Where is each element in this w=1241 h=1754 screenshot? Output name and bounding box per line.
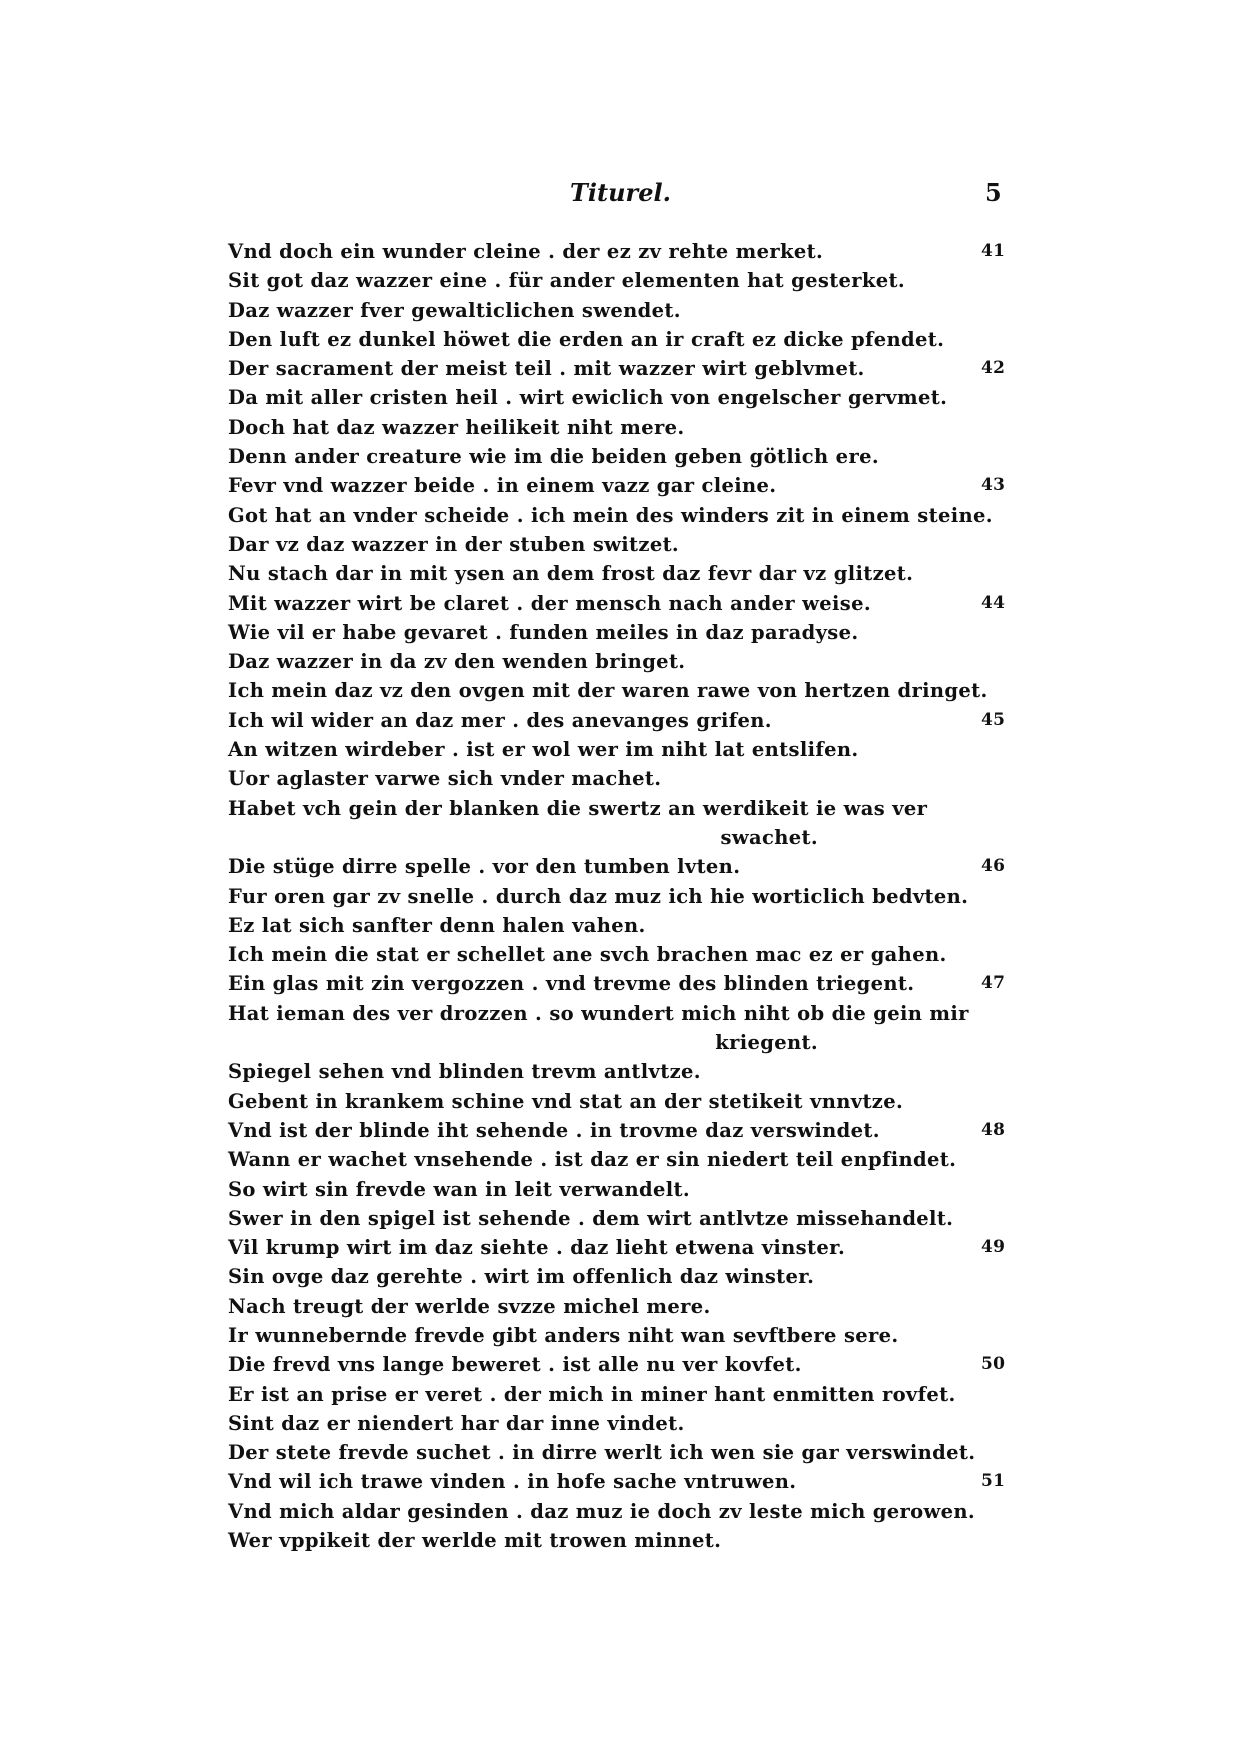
verse-line bbox=[228, 1292, 1008, 1321]
verse-text: Die stüge dirre spelle . vor den tumben lvten. bbox=[228, 855, 741, 879]
verse-line bbox=[228, 1204, 1008, 1233]
verse-line bbox=[228, 1497, 1008, 1526]
strophe-number: 41 bbox=[981, 241, 1006, 261]
verse-line bbox=[228, 1175, 1008, 1204]
verse-text: Wer vppikeit der werlde mit trowen minnet. bbox=[228, 1529, 722, 1553]
verse-text: Vnd wil ich trawe vinden . in hofe sache vntruwen. bbox=[228, 1470, 797, 1494]
verse-line bbox=[228, 559, 1008, 588]
strophe-number: 42 bbox=[981, 358, 1006, 379]
verse-line bbox=[228, 1087, 1008, 1116]
verse-line bbox=[228, 1145, 1008, 1174]
verse-line bbox=[228, 882, 1008, 911]
verse-line bbox=[228, 1409, 1008, 1438]
verse-line bbox=[228, 1526, 1008, 1555]
verse-text: Doch hat daz wazzer heilikeit niht mere. bbox=[228, 415, 685, 439]
verse-line bbox=[228, 999, 1008, 1028]
verse-line bbox=[228, 1321, 1008, 1350]
verse-text: Sin ovge daz gerehte . wirt im offenlich daz winster. bbox=[228, 1265, 815, 1289]
verse-text: Mit wazzer wirt be claret . der mensch nach ander weise. bbox=[228, 591, 871, 615]
verse-text: Wie vil er habe gevaret . funden meiles in daz paradyse. bbox=[228, 620, 859, 644]
verse-text: Die frevd vns lange beweret . ist alle nu ver kovfet. bbox=[228, 1353, 802, 1377]
verse-line bbox=[228, 1116, 1008, 1145]
verse-text: Vnd doch ein wunder cleine . der ez zv rehte merket. bbox=[228, 240, 824, 263]
verse-text: Habet vch gein der blanken die swertz an werdikeit ie was ver bbox=[228, 796, 928, 820]
verse-line bbox=[228, 383, 1008, 412]
verse-text: Wann er wachet vnsehende . ist daz er sin niedert teil enpfindet. bbox=[228, 1148, 957, 1172]
verse-text: kriegent. bbox=[715, 1031, 818, 1055]
strophe-number: 45 bbox=[981, 709, 1006, 730]
verse-line bbox=[228, 1350, 1008, 1379]
verse-text: Denn ander creature wie im die beiden geben götlich ere. bbox=[228, 445, 879, 469]
verse-line bbox=[228, 413, 1008, 442]
verse-text: Ein glas mit zin vergozzen . vnd trevme des blinden triegent. bbox=[228, 972, 915, 996]
verse-line bbox=[228, 969, 1008, 998]
verse-text: Daz wazzer fver gewalticlichen swendet. bbox=[228, 298, 681, 322]
verse-text: Ich mein daz vz den ovgen mit der waren rawe von hertzen dringet. bbox=[228, 679, 988, 703]
verse-line bbox=[228, 325, 1008, 354]
verse-text: swachet. bbox=[720, 825, 818, 849]
verse-line bbox=[228, 852, 1008, 881]
verse-text: Er ist an prise er veret . der mich in miner hant enmitten rovfet. bbox=[228, 1382, 956, 1406]
verse-line bbox=[228, 618, 1008, 647]
verse-line bbox=[228, 764, 1008, 793]
verse-line bbox=[228, 647, 1008, 676]
verse-line bbox=[228, 1262, 1008, 1291]
verse-text: Spiegel sehen vnd blinden trevm antlvtze. bbox=[228, 1060, 701, 1084]
strophe-number: 49 bbox=[981, 1237, 1006, 1258]
verse-line bbox=[228, 442, 1008, 471]
verse-text: Sit got daz wazzer eine . für ander elementen hat gesterket. bbox=[228, 269, 906, 293]
verse-text: Fur oren gar zv snelle . durch daz muz ich hie worticlich bedvten. bbox=[228, 884, 969, 908]
verse-block bbox=[228, 237, 1008, 1555]
strophe-number: 47 bbox=[981, 973, 1006, 994]
verse-text: Der sacrament der meist teil . mit wazzer wirt geblvmet. bbox=[228, 357, 865, 381]
verse-text: Ich mein die stat er schellet ane svch brachen mac ez er gahen. bbox=[228, 943, 947, 967]
verse-text: Da mit aller cristen heil . wirt ewiclich von engelscher gervmet. bbox=[228, 386, 948, 410]
verse-line bbox=[228, 589, 1008, 618]
running-title: Titurel. bbox=[570, 178, 671, 207]
verse-text: Ez lat sich sanfter denn halen vahen. bbox=[228, 913, 646, 937]
verse-text: Gebent in krankem schine vnd stat an der stetikeit vnnvtze. bbox=[228, 1089, 904, 1113]
verse-line bbox=[228, 296, 1008, 325]
verse-line bbox=[228, 237, 1008, 266]
strophe-number: 48 bbox=[981, 1119, 1006, 1140]
strophe-number: 46 bbox=[981, 856, 1006, 877]
verse-text: So wirt sin frevde wan in leit verwandelt. bbox=[228, 1177, 691, 1201]
verse-line bbox=[228, 1438, 1008, 1467]
verse-line bbox=[228, 940, 1008, 969]
verse-text: Den luft ez dunkel höwet die erden an ir craft ez dicke pfendet. bbox=[228, 327, 945, 351]
strophe-number: 51 bbox=[981, 1471, 1006, 1492]
verse-text: Dar vz daz wazzer in der stuben switzet. bbox=[228, 532, 680, 556]
verse-text: Uor aglaster varwe sich vnder machet. bbox=[228, 767, 662, 791]
strophe-number: 44 bbox=[981, 592, 1006, 613]
verse-text: Der stete frevde suchet . in dirre werlt ich wen sie gar verswindet. bbox=[228, 1441, 976, 1465]
verse-text: Nu stach dar in mit ysen an dem frost daz fevr dar vz glitzet. bbox=[228, 562, 914, 586]
verse-text: Vnd ist der blinde iht sehende . in trovme daz verswindet. bbox=[228, 1118, 880, 1142]
verse-text: Sint daz er niendert har dar inne vindet. bbox=[228, 1411, 685, 1435]
verse-line bbox=[228, 266, 1008, 295]
verse-line bbox=[228, 706, 1008, 735]
page-number: 5 bbox=[985, 178, 1002, 207]
verse-line bbox=[228, 735, 1008, 764]
strophe-number: 43 bbox=[981, 475, 1006, 496]
verse-text: Vnd mich aldar gesinden . daz muz ie doch zv leste mich gerowen. bbox=[228, 1499, 976, 1523]
verse-line bbox=[228, 1057, 1008, 1086]
verse-text: Nach treugt der werlde svzze michel mere. bbox=[228, 1294, 711, 1318]
verse-line bbox=[228, 354, 1008, 383]
verse-line bbox=[228, 1233, 1008, 1262]
verse-line bbox=[228, 501, 1008, 530]
strophe-number: 50 bbox=[981, 1354, 1006, 1375]
verse-line bbox=[228, 676, 1008, 705]
verse-line-continuation bbox=[228, 823, 1008, 852]
verse-line bbox=[228, 911, 1008, 940]
verse-line bbox=[228, 530, 1008, 559]
verse-text: Ich wil wider an daz mer . des anevanges grifen. bbox=[228, 708, 772, 732]
verse-line bbox=[228, 471, 1008, 500]
verse-text: Daz wazzer in da zv den wenden bringet. bbox=[228, 650, 686, 674]
verse-line bbox=[228, 1380, 1008, 1409]
verse-line bbox=[228, 794, 1008, 823]
verse-text: Swer in den spigel ist sehende . dem wirt antlvtze missehandelt. bbox=[228, 1206, 954, 1230]
verse-text: Vil krump wirt im daz siehte . daz lieht etwena vinster. bbox=[228, 1236, 846, 1260]
verse-text: Fevr vnd wazzer beide . in einem vazz gar cleine. bbox=[228, 474, 777, 498]
verse-text: Hat ieman des ver drozzen . so wundert mich niht ob die gein mir bbox=[228, 1001, 969, 1025]
verse-text: An witzen wirdeber . ist er wol wer im niht lat entslifen. bbox=[228, 738, 859, 762]
verse-text: Ir wunnebernde frevde gibt anders niht wan sevftbere sere. bbox=[228, 1323, 899, 1347]
verse-line-continuation bbox=[228, 1028, 1008, 1057]
verse-text: Got hat an vnder scheide . ich mein des winders zit in einem steine. bbox=[228, 503, 993, 527]
verse-line bbox=[228, 1467, 1008, 1496]
